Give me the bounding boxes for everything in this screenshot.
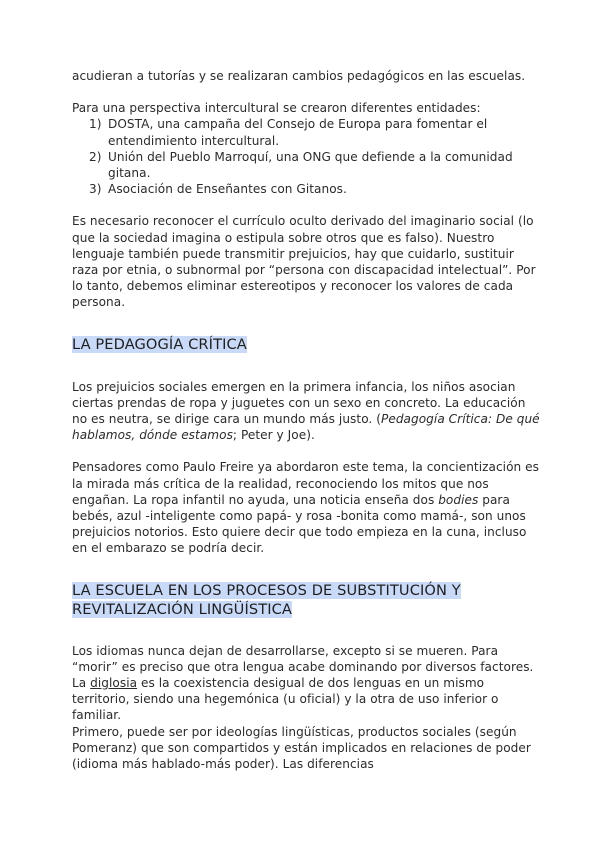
- underlined-term: diglosia: [90, 676, 138, 691]
- text-run: es la coexistencia desigual de dos lenguas en un mismo territorio, siendo una hegemónica (u oficial) y la otra de uso inferior o familiar.: [72, 676, 499, 723]
- list-number: 1): [89, 117, 102, 132]
- paragraph-diglossia: [72, 643, 540, 724]
- text-run: Los prejuicios sociales emergen en la primera infancia, los niños asocian ciertas prendas de ropa y juguetes con un sexo en concreto. La educación no es neutra, se dirige cara un mundo más justo. (: [72, 379, 526, 427]
- list-number: 2): [89, 149, 102, 164]
- heading-text: LA PEDAGOGÍA CRÍTICA: [72, 335, 247, 353]
- list-item: [72, 116, 540, 148]
- paragraph-freire: [72, 459, 540, 556]
- citation-title: Pedagogía Crítica: De qué hablamos, dónde estamos: [72, 412, 540, 443]
- heading-text-line-1: LA ESCUELA EN LOS PROCESOS DE SUBSTITUCIÓN Y: [72, 581, 461, 599]
- text-run: Los idiomas nunca dejan de desarrollarse, excepto si se mueren. Para “morir” es preciso que otra lengua acabe dominando por diversos factores. La: [72, 643, 534, 691]
- paragraph-intro: acudieran a tutorías y se realizaran cambios pedagógicos en las escuelas.: [72, 69, 526, 83]
- text-run: Pensadores como Paulo Freire ya abordaron este tema, la concientización es la mirada más crítica de la realidad, reconociendo los mitos que nos engañan. La ropa infantil no ayuda, una noticia enseña dos: [72, 460, 539, 507]
- list-number: 3): [89, 182, 102, 197]
- heading-text-line-2: REVITALIZACIÓN LINGÜÍSTICA: [72, 600, 293, 618]
- list-item-text: DOSTA, una campaña del Consejo de Europa para fomentar el entendimiento intercultural.: [108, 117, 488, 148]
- list-item-text: Asociación de Enseñantes con Gitanos.: [108, 182, 347, 197]
- paragraph-entities: Para una perspectiva intercultural se crearon diferentes entidades:: [72, 101, 481, 116]
- text-run: para bebés, azul -inteligente como papá- y rosa -bonita como mamá-, son unos prejuicios notorios. Esto quiere decir que todo empieza en la cuna, incluso en el embarazo se podría decir.: [72, 492, 527, 556]
- text-run: ; Peter y Joe).: [232, 428, 315, 443]
- italic-term: bodies: [438, 492, 479, 507]
- paragraph-ideologies: Primero, puede ser por ideologías lingüísticas, productos sociales (según Pomeranz) que son compartidos y están implicados en relaciones de poder (idioma más hablado-más poder). Las diferencias: [72, 724, 531, 772]
- list-item-text: Unión del Pueblo Marroquí, una ONG que defiende a la comunidad gitana.: [108, 149, 513, 181]
- paragraph-prejudices: [72, 379, 540, 444]
- section-heading-school-language: [72, 581, 540, 619]
- list-item: [72, 149, 540, 181]
- section-heading-critical-pedagogy: [72, 335, 540, 355]
- entities-list: [72, 116, 540, 197]
- list-item: [72, 181, 540, 197]
- paragraph-hidden-curriculum: Es necesario reconocer el currículo oculto derivado del imaginario social (lo que la sociedad imagina o estipula sobre otros que es falso). Nuestro lenguaje también puede transmitir prejuicios, hay que cuidarlo, sustituir raza por etnia, o subnormal por “persona con discapacidad intelectual”. Por lo tanto, debemos eliminar estereotipos y reconocer los valores de cada persona.: [72, 214, 536, 310]
